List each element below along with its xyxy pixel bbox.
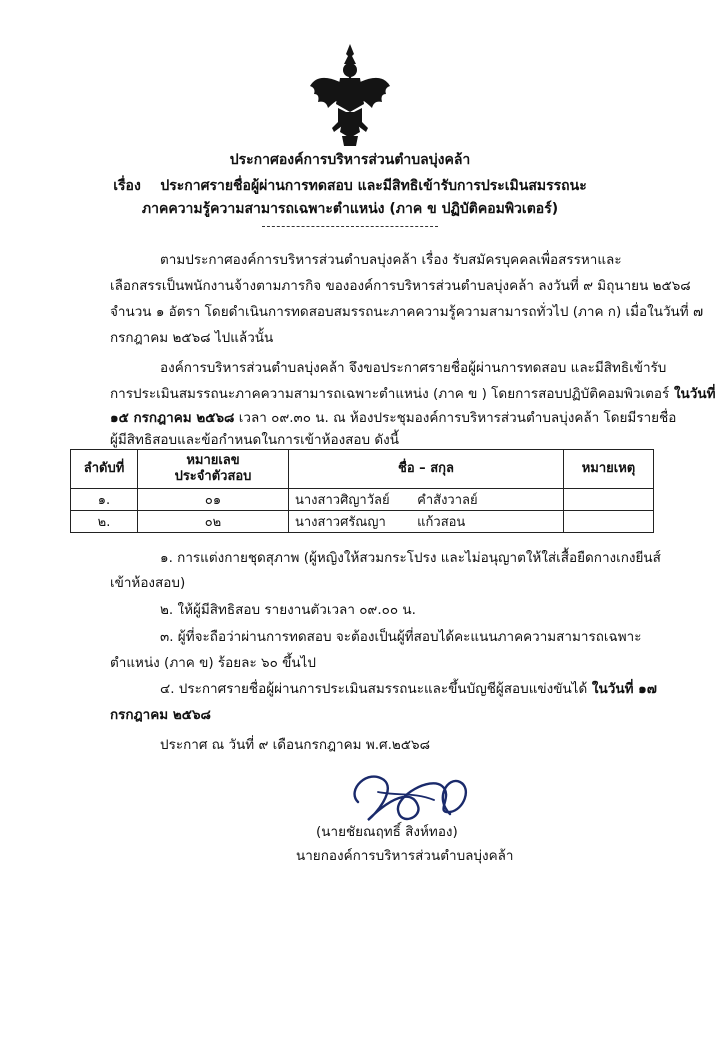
para2-line4: ผู้มีสิทธิสอบและข้อกำหนดในการเข้าห้องสอบ ดังนี้ (110, 432, 399, 448)
para2-line2-bold: ในวันที่ (669, 386, 716, 402)
header-exam-no (138, 450, 289, 489)
table-header-row (71, 450, 654, 489)
rule-1-line1: ๑. การแต่งกายชุดสุภาพ (ผู้หญิงให้สวมกระโปรง และไม่อนุญาตให้ใส่เสื้อยืดกางเกงยีนส์ (160, 550, 661, 566)
announce-date: ประกาศ ณ วันที่ ๙ เดือนกรกฎาคม พ.ศ.๒๕๖๘ (160, 737, 431, 753)
rule-3-line2: ตำแหน่ง (ภาค ข) ร้อยละ ๖๐ ขึ้นไป (110, 655, 316, 671)
cell-last-name: แก้วสอน (417, 515, 466, 530)
header-exam-no-line1: หมายเลข (186, 453, 240, 468)
organization-title: ประกาศองค์การบริหารส่วนตำบลบุ่งคล้า (229, 152, 471, 168)
subject-text: ประกาศรายชื่อผู้ผ่านการทดสอบ และมีสิทธิเข้ารับการประเมินสมรรถนะ (160, 178, 587, 194)
subject-line-2: ภาคความรู้ความสามารถเฉพาะตำแหน่ง (ภาค ข ปฏิบัติคอมพิวเตอร์) (141, 201, 559, 217)
subject-line-1 (0, 176, 700, 196)
rule-4-text: ๔. ประกาศรายชื่อผู้ผ่านการประเมินสมรรถนะและขึ้นบัญชีผู้สอบแข่งขันได้ (160, 681, 588, 697)
rule-4-line2: กรกฎาคม ๒๕๖๘ (110, 707, 211, 723)
rule-4-bold: ในวันที่ ๑๗ (587, 681, 657, 697)
para1-line1: ตามประกาศองค์การบริหารส่วนตำบลบุ่งคล้า เรื่อง รับสมัครบุคคลเพื่อสรรหาและ (160, 252, 622, 268)
cell-name (289, 489, 564, 511)
para1-line2: เลือกสรรเป็นพนักงานจ้างตามภารกิจ ขององค์การบริหารส่วนตำบลบุ่งคล้า ลงวันที่ ๙ มิถุนายน ๒๕๖๘ (110, 278, 691, 294)
para1-line3: จำนวน ๑ อัตรา โดยดำเนินการทดสอบสมรรถนะภาคความรู้ความสามารถทั่วไป (ภาค ก) เมื่อในวันที่ ๗ (110, 304, 704, 320)
cell-remark (564, 511, 654, 533)
header-order: ลำดับที่ (71, 450, 138, 489)
cell-order: ๑. (71, 489, 138, 511)
cell-remark (564, 489, 654, 511)
para2-line2 (110, 384, 716, 404)
para1-line4: กรกฎาคม ๒๕๖๘ ไปแล้วนั้น (110, 330, 274, 346)
para2-line3-text: เวลา ๐๙.๓๐ น. ณ ห้องประชุมองค์การบริหารส่วนตำบลบุ่งคล้า โดยมีรายชื่อ (234, 410, 677, 426)
cell-exam-no: ๐๒ (138, 511, 289, 533)
rule-3-line1: ๓. ผู้ที่จะถือว่าผ่านการทดสอบ จะต้องเป็นผู้ที่สอบได้คะแนนภาคความสามารถเฉพาะ (160, 629, 642, 645)
table-row (71, 511, 654, 533)
signer-name: (นายชัยณฤทธิ์ สิงห์ทอง) (316, 824, 458, 840)
rule-4-line1 (160, 679, 657, 699)
cell-last-name: คำสังวาลย์ (417, 493, 478, 508)
cell-first-name: นางสาวศิญาวัลย์ (295, 493, 390, 508)
separator-line (262, 226, 438, 227)
cell-exam-no: ๐๑ (138, 489, 289, 511)
signer-position: นายกองค์การบริหารส่วนตำบลบุ่งคล้า (296, 848, 514, 864)
subject-prefix: เรื่อง (113, 178, 141, 194)
header-remark: หมายเหตุ (564, 450, 654, 489)
exam-date: ๑๕ กรกฎาคม ๒๕๖๘ (110, 410, 235, 426)
para2-line2-text: การประเมินสมรรถนะภาคความสามารถเฉพาะตำแหน่ง (ภาค ข ) โดยการสอบปฏิบัติคอมพิวเตอร์ (110, 386, 670, 402)
rule-2: ๒. ให้ผู้มีสิทธิสอบ รายงานตัวเวลา ๐๙.๐๐ น. (160, 602, 416, 618)
para2-line3 (110, 408, 676, 428)
header-name: ชื่อ – สกุล (289, 450, 564, 489)
rule-1-line2: เข้าห้องสอบ) (110, 575, 186, 591)
results-table (70, 449, 654, 533)
cell-name (289, 511, 564, 533)
cell-first-name: นางสาวศรัณญา (295, 515, 386, 530)
cell-order: ๒. (71, 511, 138, 533)
signature-image (338, 762, 486, 830)
header-exam-no-line2: ประจำตัวสอบ (174, 469, 252, 484)
para2-line1: องค์การบริหารส่วนตำบลบุ่งคล้า จึงขอประกาศรายชื่อผู้ผ่านการทดสอบ และมีสิทธิเข้ารับ (160, 360, 667, 376)
garuda-emblem-icon (308, 42, 392, 150)
table-row (71, 489, 654, 511)
